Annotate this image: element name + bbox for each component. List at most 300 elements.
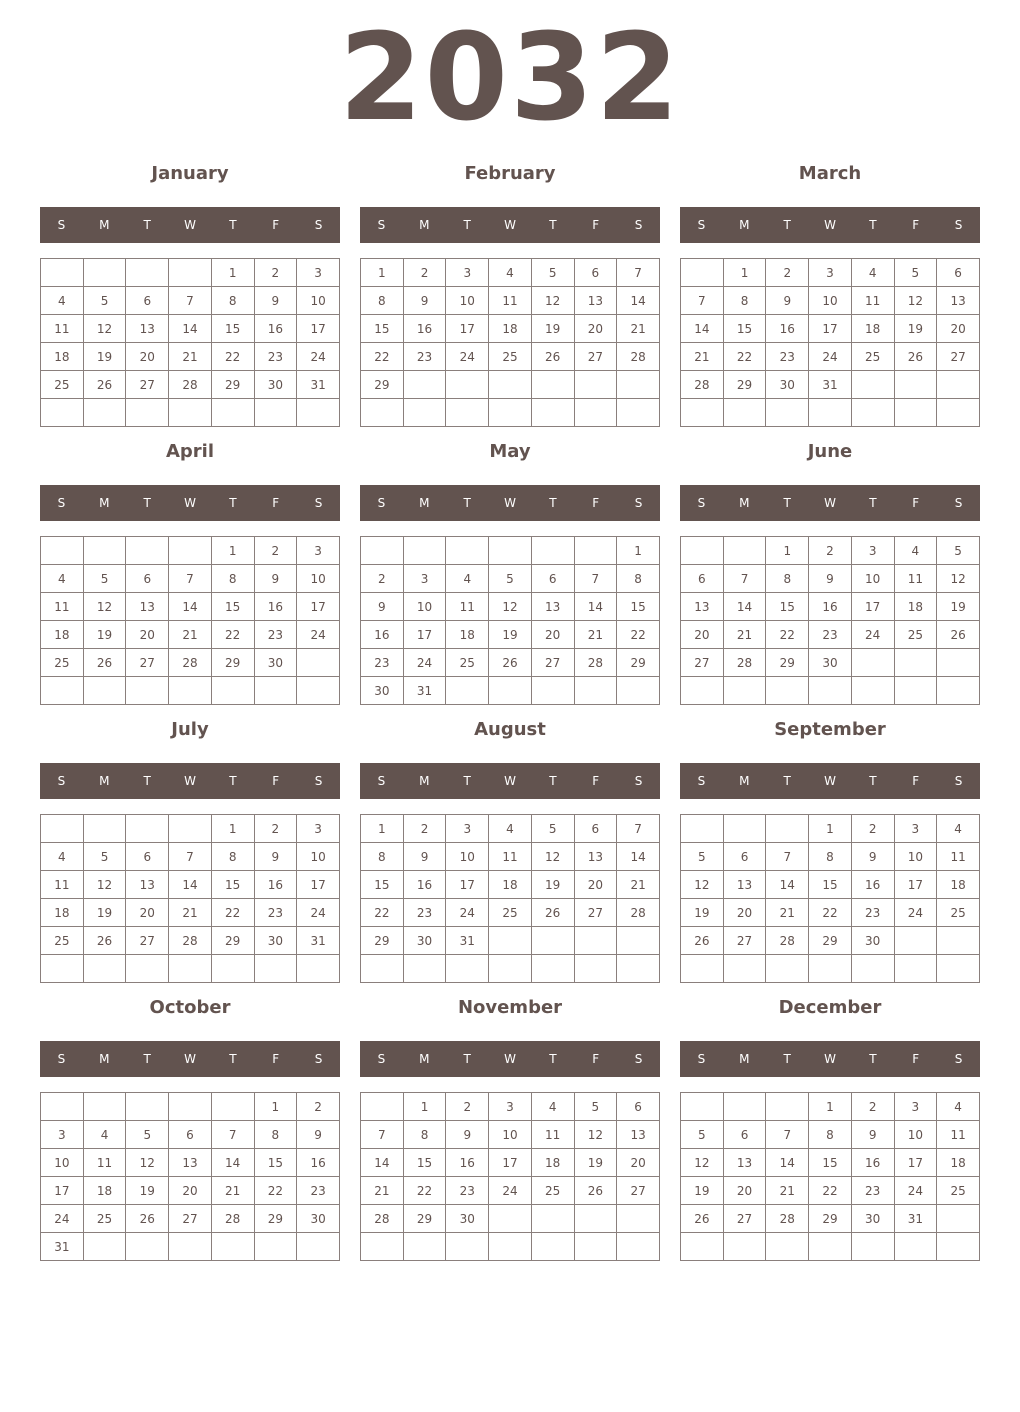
weekday-label: F — [272, 774, 280, 788]
day-cell: 27 — [574, 899, 617, 927]
empty-cell — [531, 1205, 574, 1233]
empty-cell — [297, 677, 340, 705]
day-cell: 10 — [446, 287, 489, 315]
day-cell: 8 — [211, 843, 254, 871]
weekday-label: T — [143, 496, 151, 510]
day-cell: 27 — [723, 927, 766, 955]
weekday-label: T — [229, 774, 237, 788]
week-row — [41, 649, 340, 677]
month-name: November — [457, 997, 563, 1018]
day-cell: 10 — [894, 1121, 937, 1149]
weekday-label: T — [549, 218, 557, 232]
week-row — [361, 343, 660, 371]
week-row — [361, 843, 660, 871]
day-cell: 1 — [211, 259, 254, 287]
day-cell: 3 — [446, 259, 489, 287]
day-cell: 27 — [531, 649, 574, 677]
day-cell: 24 — [41, 1205, 84, 1233]
week-row — [41, 1177, 340, 1205]
empty-cell — [531, 399, 574, 427]
day-cell: 24 — [446, 343, 489, 371]
day-cell: 26 — [894, 343, 937, 371]
day-grid — [360, 536, 660, 705]
empty-cell — [681, 955, 724, 983]
day-grid — [40, 1092, 340, 1261]
empty-cell — [489, 1233, 532, 1261]
day-cell: 24 — [446, 899, 489, 927]
weekday-header — [680, 207, 980, 243]
weekday-label: T — [229, 1052, 237, 1066]
empty-cell — [403, 955, 446, 983]
empty-cell — [681, 1093, 724, 1121]
empty-cell — [211, 677, 254, 705]
day-cell: 24 — [851, 621, 894, 649]
weekday-label: T — [229, 496, 237, 510]
day-cell: 25 — [446, 649, 489, 677]
weekday-label: T — [143, 218, 151, 232]
day-cell: 26 — [531, 343, 574, 371]
day-cell: 18 — [937, 871, 980, 899]
day-cell: 19 — [531, 871, 574, 899]
day-cell: 28 — [617, 899, 660, 927]
empty-cell — [41, 955, 84, 983]
day-cell: 12 — [574, 1121, 617, 1149]
day-cell: 13 — [126, 315, 169, 343]
empty-cell — [894, 399, 937, 427]
empty-cell — [361, 399, 404, 427]
empty-cell — [723, 1093, 766, 1121]
empty-cell — [809, 955, 852, 983]
day-cell: 2 — [254, 815, 297, 843]
day-cell: 6 — [531, 565, 574, 593]
weekday-label: M — [419, 496, 430, 510]
week-row — [681, 259, 980, 287]
empty-cell — [766, 1093, 809, 1121]
weekday-header — [360, 485, 660, 521]
week-row — [681, 1233, 980, 1261]
day-cell: 20 — [126, 343, 169, 371]
weekday-label: W — [184, 1052, 196, 1066]
day-cell: 9 — [851, 843, 894, 871]
day-cell: 8 — [617, 565, 660, 593]
week-row — [681, 593, 980, 621]
week-row — [41, 899, 340, 927]
day-cell: 28 — [169, 649, 212, 677]
day-cell: 2 — [766, 259, 809, 287]
day-cell: 16 — [446, 1149, 489, 1177]
day-cell: 14 — [617, 287, 660, 315]
week-row — [681, 1205, 980, 1233]
empty-cell — [894, 927, 937, 955]
day-cell: 8 — [403, 1121, 446, 1149]
day-cell: 12 — [489, 593, 532, 621]
empty-cell — [254, 399, 297, 427]
day-grid — [40, 258, 340, 427]
day-cell: 6 — [574, 259, 617, 287]
empty-cell — [851, 399, 894, 427]
day-cell: 22 — [211, 899, 254, 927]
empty-cell — [169, 399, 212, 427]
empty-cell — [681, 537, 724, 565]
day-cell: 23 — [403, 343, 446, 371]
weekday-label: M — [99, 1052, 110, 1066]
day-cell: 14 — [211, 1149, 254, 1177]
day-cell: 13 — [723, 1149, 766, 1177]
day-cell: 12 — [681, 1149, 724, 1177]
day-cell: 25 — [937, 899, 980, 927]
day-cell: 11 — [851, 287, 894, 315]
week-row — [681, 927, 980, 955]
empty-cell — [531, 537, 574, 565]
day-cell: 17 — [809, 315, 852, 343]
day-cell: 26 — [83, 371, 126, 399]
day-cell: 19 — [937, 593, 980, 621]
month-name: December — [778, 997, 882, 1018]
day-cell: 3 — [41, 1121, 84, 1149]
empty-cell — [41, 677, 84, 705]
empty-cell — [574, 927, 617, 955]
day-cell: 21 — [169, 343, 212, 371]
day-cell: 30 — [766, 371, 809, 399]
day-cell: 23 — [254, 621, 297, 649]
empty-cell — [766, 815, 809, 843]
week-row — [41, 371, 340, 399]
weekday-label: W — [184, 774, 196, 788]
day-cell: 30 — [361, 677, 404, 705]
day-cell: 3 — [403, 565, 446, 593]
week-row — [681, 677, 980, 705]
day-cell: 15 — [254, 1149, 297, 1177]
day-cell: 15 — [211, 871, 254, 899]
weekday-label: T — [783, 1052, 791, 1066]
empty-cell — [169, 1233, 212, 1261]
day-cell: 14 — [617, 843, 660, 871]
day-cell: 23 — [254, 899, 297, 927]
day-cell: 6 — [937, 259, 980, 287]
empty-cell — [254, 677, 297, 705]
weekday-label: M — [739, 1052, 750, 1066]
day-cell: 24 — [403, 649, 446, 677]
empty-cell — [894, 371, 937, 399]
weekday-label: S — [634, 1052, 643, 1066]
empty-cell — [403, 399, 446, 427]
day-cell: 22 — [361, 343, 404, 371]
weekday-label: S — [697, 1052, 706, 1066]
empty-cell — [574, 1205, 617, 1233]
day-cell: 2 — [851, 815, 894, 843]
empty-cell — [574, 537, 617, 565]
day-cell: 12 — [937, 565, 980, 593]
empty-cell — [723, 537, 766, 565]
empty-cell — [681, 677, 724, 705]
day-cell: 11 — [41, 871, 84, 899]
weekday-label: F — [272, 218, 280, 232]
day-cell: 20 — [574, 315, 617, 343]
week-row — [41, 1205, 340, 1233]
week-row — [681, 1149, 980, 1177]
empty-cell — [169, 1093, 212, 1121]
day-cell: 1 — [766, 537, 809, 565]
day-grid — [360, 814, 660, 983]
weekday-label: M — [739, 496, 750, 510]
day-cell: 13 — [723, 871, 766, 899]
weekday-label: S — [57, 774, 66, 788]
weekday-label: W — [504, 1052, 516, 1066]
day-cell: 25 — [41, 371, 84, 399]
empty-cell — [937, 677, 980, 705]
day-cell: 21 — [169, 621, 212, 649]
empty-cell — [403, 371, 446, 399]
empty-cell — [894, 649, 937, 677]
month-name: October — [149, 997, 231, 1018]
day-cell: 26 — [531, 899, 574, 927]
day-cell: 18 — [41, 899, 84, 927]
empty-cell — [937, 1233, 980, 1261]
day-cell: 6 — [723, 843, 766, 871]
day-cell: 14 — [169, 315, 212, 343]
day-cell: 16 — [361, 621, 404, 649]
empty-cell — [574, 371, 617, 399]
week-row — [41, 315, 340, 343]
day-cell: 2 — [809, 537, 852, 565]
day-cell: 1 — [361, 259, 404, 287]
empty-cell — [297, 649, 340, 677]
day-cell: 15 — [211, 315, 254, 343]
empty-cell — [574, 399, 617, 427]
weekday-label: S — [697, 218, 706, 232]
day-cell: 10 — [297, 287, 340, 315]
day-cell: 30 — [254, 927, 297, 955]
day-cell: 6 — [574, 815, 617, 843]
empty-cell — [126, 955, 169, 983]
empty-cell — [83, 399, 126, 427]
day-cell: 12 — [83, 871, 126, 899]
month-name: June — [807, 441, 853, 462]
day-cell: 23 — [809, 621, 852, 649]
weekday-label: W — [184, 218, 196, 232]
week-row — [681, 621, 980, 649]
day-grid — [40, 814, 340, 983]
day-cell: 11 — [937, 843, 980, 871]
day-cell: 31 — [894, 1205, 937, 1233]
day-cell: 4 — [41, 565, 84, 593]
day-cell: 9 — [403, 287, 446, 315]
week-row — [41, 287, 340, 315]
day-cell: 31 — [297, 927, 340, 955]
week-row — [41, 871, 340, 899]
day-cell: 7 — [617, 815, 660, 843]
day-cell: 24 — [297, 343, 340, 371]
week-row — [681, 649, 980, 677]
day-cell: 8 — [361, 287, 404, 315]
day-cell: 18 — [83, 1177, 126, 1205]
empty-cell — [169, 259, 212, 287]
day-cell: 22 — [211, 343, 254, 371]
empty-cell — [681, 259, 724, 287]
day-cell: 10 — [489, 1121, 532, 1149]
empty-cell — [83, 815, 126, 843]
week-row — [41, 621, 340, 649]
weekday-header — [40, 485, 340, 521]
empty-cell — [489, 399, 532, 427]
week-row — [681, 287, 980, 315]
day-cell: 17 — [41, 1177, 84, 1205]
day-cell: 9 — [809, 565, 852, 593]
day-cell: 1 — [809, 1093, 852, 1121]
day-cell: 7 — [169, 843, 212, 871]
day-cell: 4 — [41, 287, 84, 315]
day-grid — [680, 814, 980, 983]
weekday-label: S — [954, 218, 963, 232]
day-cell: 5 — [937, 537, 980, 565]
day-cell: 27 — [574, 343, 617, 371]
empty-cell — [126, 1093, 169, 1121]
day-cell: 4 — [41, 843, 84, 871]
week-row — [361, 899, 660, 927]
day-cell: 27 — [169, 1205, 212, 1233]
day-cell: 25 — [851, 343, 894, 371]
day-cell: 3 — [894, 1093, 937, 1121]
month-name: April — [165, 441, 215, 462]
day-cell: 3 — [297, 537, 340, 565]
day-cell: 15 — [617, 593, 660, 621]
weekday-label: T — [143, 1052, 151, 1066]
day-cell: 12 — [531, 843, 574, 871]
weekday-label: T — [143, 774, 151, 788]
weekday-label: F — [592, 218, 600, 232]
day-cell: 23 — [361, 649, 404, 677]
day-cell: 20 — [617, 1149, 660, 1177]
day-cell: 19 — [681, 1177, 724, 1205]
month-name: May — [489, 441, 531, 462]
day-cell: 11 — [41, 593, 84, 621]
day-cell: 30 — [446, 1205, 489, 1233]
empty-cell — [489, 371, 532, 399]
day-cell: 28 — [723, 649, 766, 677]
day-cell: 15 — [361, 315, 404, 343]
day-cell: 28 — [361, 1205, 404, 1233]
empty-cell — [723, 1233, 766, 1261]
empty-cell — [126, 677, 169, 705]
day-cell: 17 — [297, 315, 340, 343]
day-cell: 2 — [254, 259, 297, 287]
day-cell: 19 — [681, 899, 724, 927]
day-cell: 9 — [361, 593, 404, 621]
week-row — [41, 955, 340, 983]
weekday-label: W — [184, 496, 196, 510]
empty-cell — [531, 927, 574, 955]
empty-cell — [574, 1233, 617, 1261]
week-row — [681, 843, 980, 871]
day-cell: 8 — [723, 287, 766, 315]
day-cell: 14 — [723, 593, 766, 621]
day-cell: 2 — [254, 537, 297, 565]
empty-cell — [169, 815, 212, 843]
empty-cell — [211, 1093, 254, 1121]
day-cell: 19 — [574, 1149, 617, 1177]
day-grid — [40, 536, 340, 705]
day-cell: 6 — [169, 1121, 212, 1149]
day-cell: 28 — [681, 371, 724, 399]
day-cell: 1 — [361, 815, 404, 843]
day-cell: 30 — [403, 927, 446, 955]
day-cell: 21 — [681, 343, 724, 371]
day-cell: 25 — [937, 1177, 980, 1205]
day-cell: 16 — [809, 593, 852, 621]
day-cell: 23 — [446, 1177, 489, 1205]
weekday-label: S — [314, 1052, 323, 1066]
day-cell: 22 — [809, 899, 852, 927]
day-cell: 5 — [531, 259, 574, 287]
week-row — [681, 343, 980, 371]
empty-cell — [937, 927, 980, 955]
week-row — [681, 871, 980, 899]
empty-cell — [766, 677, 809, 705]
week-row — [41, 1149, 340, 1177]
empty-cell — [403, 537, 446, 565]
week-row — [361, 371, 660, 399]
day-cell: 1 — [211, 537, 254, 565]
weekday-label: S — [697, 774, 706, 788]
day-cell: 3 — [894, 815, 937, 843]
day-cell: 26 — [937, 621, 980, 649]
day-cell: 1 — [617, 537, 660, 565]
year-title: 2032 — [339, 9, 681, 148]
week-row — [41, 593, 340, 621]
week-row — [681, 1093, 980, 1121]
day-cell: 1 — [211, 815, 254, 843]
day-cell: 21 — [211, 1177, 254, 1205]
empty-cell — [723, 955, 766, 983]
day-cell: 29 — [723, 371, 766, 399]
week-row — [41, 677, 340, 705]
weekday-header — [680, 485, 980, 521]
weekday-label: M — [419, 774, 430, 788]
day-cell: 14 — [169, 593, 212, 621]
day-cell: 1 — [809, 815, 852, 843]
week-row — [681, 1177, 980, 1205]
day-cell: 16 — [766, 315, 809, 343]
day-cell: 5 — [531, 815, 574, 843]
day-cell: 24 — [809, 343, 852, 371]
day-cell: 4 — [489, 815, 532, 843]
empty-cell — [681, 1233, 724, 1261]
week-row — [41, 927, 340, 955]
day-cell: 18 — [937, 1149, 980, 1177]
day-cell: 25 — [894, 621, 937, 649]
day-cell: 3 — [297, 815, 340, 843]
empty-cell — [41, 399, 84, 427]
empty-cell — [851, 677, 894, 705]
empty-cell — [574, 677, 617, 705]
empty-cell — [83, 955, 126, 983]
day-cell: 28 — [169, 927, 212, 955]
weekday-label: S — [57, 1052, 66, 1066]
day-cell: 28 — [617, 343, 660, 371]
day-cell: 20 — [126, 899, 169, 927]
day-cell: 16 — [254, 871, 297, 899]
empty-cell — [617, 1233, 660, 1261]
day-cell: 31 — [297, 371, 340, 399]
day-cell: 18 — [41, 621, 84, 649]
empty-cell — [83, 1093, 126, 1121]
day-cell: 31 — [41, 1233, 84, 1261]
day-cell: 4 — [851, 259, 894, 287]
week-row — [681, 315, 980, 343]
day-cell: 23 — [851, 899, 894, 927]
week-row — [361, 815, 660, 843]
week-row — [361, 677, 660, 705]
